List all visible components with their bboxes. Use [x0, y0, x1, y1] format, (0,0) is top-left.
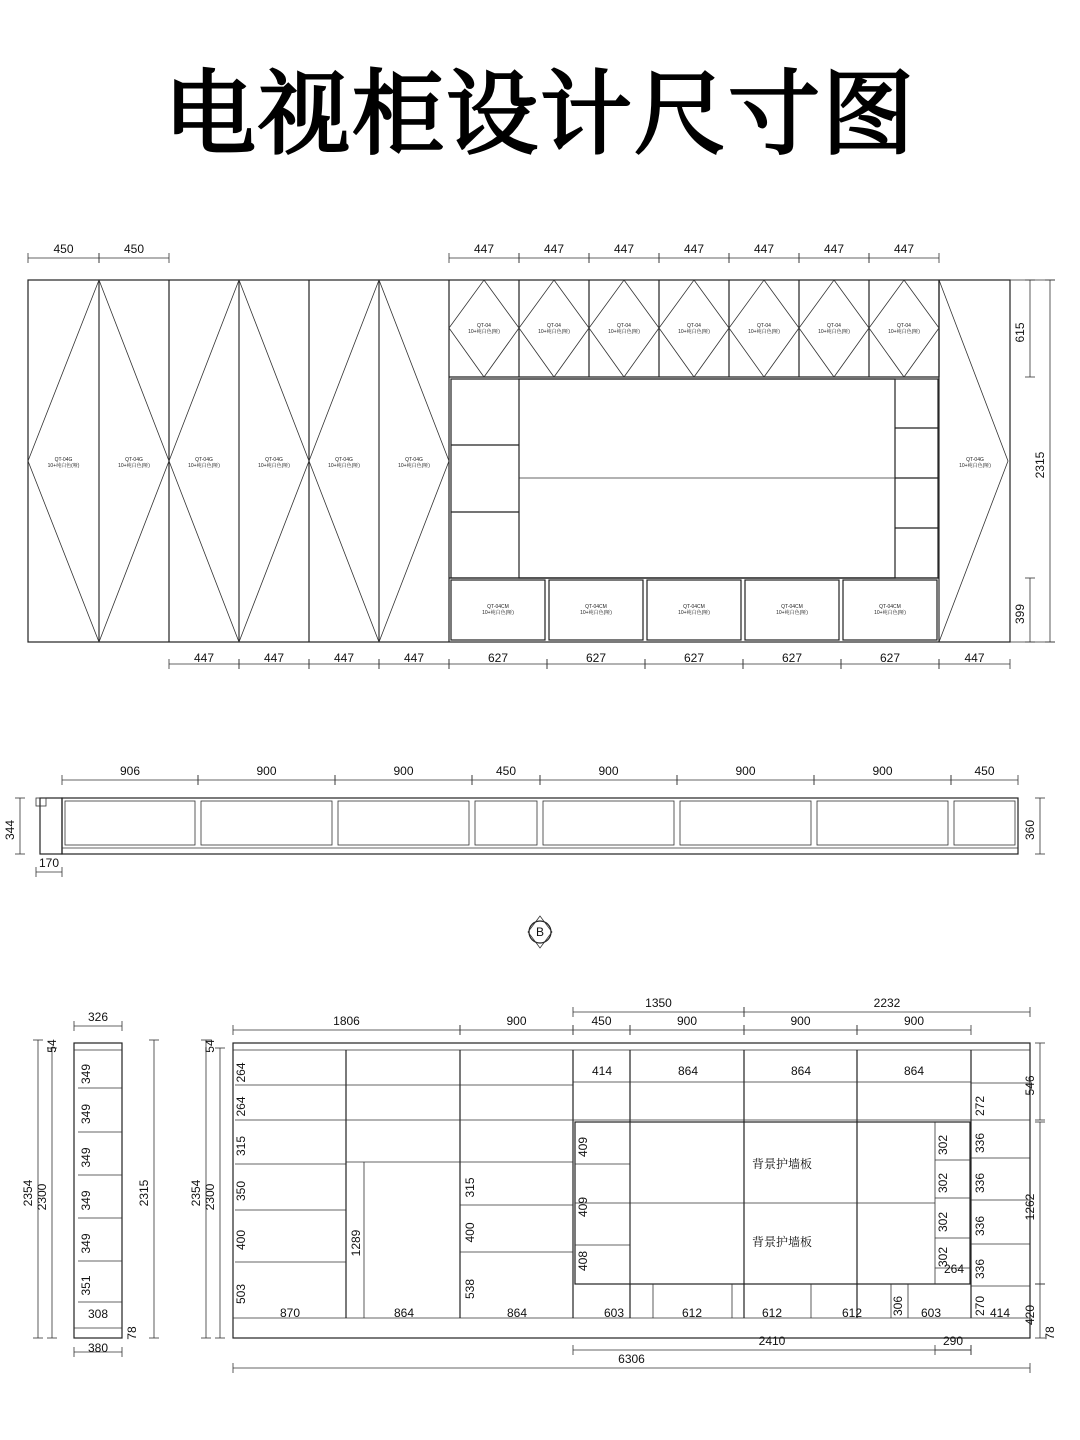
dim-label: 900: [903, 1014, 925, 1028]
dim-label: 447: [613, 242, 635, 256]
plan-module: [543, 801, 674, 845]
dim-label: 360: [1023, 819, 1037, 841]
dim-label: 450: [53, 242, 74, 256]
plan-module: [65, 801, 195, 845]
dim-label: 2354: [21, 1179, 35, 1207]
dim-label: 54: [45, 1039, 59, 1053]
dim-label: 336: [973, 1215, 987, 1237]
dim-label: 380: [87, 1341, 109, 1355]
dim-label: 326: [87, 1010, 109, 1024]
dim-label: 450: [123, 242, 145, 256]
dim-label: 264: [234, 1096, 248, 1117]
dim-label: 264: [943, 1262, 965, 1276]
dim-label: 538: [463, 1278, 477, 1300]
tv-niche: [519, 379, 895, 578]
dim-label: 6306: [618, 1352, 645, 1366]
dim-label: 78: [1043, 1326, 1057, 1340]
dim-label: 349: [79, 1063, 93, 1085]
dim-label: 2315: [1033, 451, 1047, 479]
dim-label: 900: [393, 764, 414, 778]
dim-label: 447: [964, 651, 985, 665]
dim-label: 870: [279, 1306, 301, 1320]
dim-label: 264: [234, 1062, 248, 1083]
dim-label: 400: [234, 1229, 248, 1251]
dim-label: 344: [3, 819, 17, 841]
dim-label: 450: [591, 1014, 612, 1028]
dim-label: 603: [603, 1306, 625, 1320]
dim-label: 2354: [189, 1179, 203, 1207]
dim-label: 315: [234, 1135, 248, 1157]
plan-outline: [62, 798, 1018, 854]
dim-label: 900: [598, 764, 619, 778]
door-note-top: QT-04 10+纯白色(哑): [818, 323, 850, 335]
door-note-tall: QT-04G 10+纯白色(哑): [959, 457, 991, 469]
dim-label: 1350: [645, 996, 672, 1010]
dim-label: 612: [681, 1306, 703, 1320]
dim-label: 2410: [758, 1334, 786, 1348]
dim-label: 906: [119, 764, 141, 778]
dim-label: 447: [333, 651, 355, 665]
dim-label: 447: [683, 242, 705, 256]
dim-label: 627: [585, 651, 607, 665]
dim-label: 308: [87, 1307, 109, 1321]
door-note-drawer: QT-04CM 10+纯白色(哑): [678, 604, 710, 616]
dim-label: 900: [872, 764, 893, 778]
plan-return: [40, 798, 62, 854]
dim-label: 447: [543, 242, 565, 256]
door-note-tall: QT-04G 10+纯白色(哑): [47, 457, 80, 469]
dim-label: 612: [841, 1306, 863, 1320]
dim-label: 306: [891, 1295, 905, 1317]
door-note-drawer: QT-04CM 10+纯白色(哑): [776, 604, 808, 616]
dim-label: 900: [506, 1014, 527, 1028]
dim-label: 302: [936, 1246, 950, 1268]
plan-module: [954, 801, 1015, 845]
dim-label: 864: [677, 1064, 699, 1078]
plan-module: [475, 801, 537, 845]
dim-label: 302: [936, 1211, 950, 1233]
plan-module: [817, 801, 948, 845]
dim-label: 900: [676, 1014, 698, 1028]
door-note-drawer: QT-04CM 10+纯白色(哑): [874, 604, 906, 616]
dim-label: 627: [879, 651, 901, 665]
door-note-top: QT-04 10+纯白色(哑): [538, 323, 570, 335]
tv-label: 背景护墙板: [751, 1235, 813, 1249]
dim-label: 864: [506, 1306, 528, 1320]
dim-label: 615: [1013, 322, 1027, 343]
dim-label: 272: [973, 1095, 987, 1117]
door-note-top: QT-04 10+纯白色(哑): [748, 323, 780, 335]
door-note-tall: QT-04G 10+纯白色(哑): [118, 457, 150, 469]
dim-label: 302: [936, 1134, 950, 1156]
dim-label: 351: [79, 1275, 93, 1296]
dim-label: 447: [263, 651, 285, 665]
door-note-tall: QT-04G 10+纯白色(哑): [328, 457, 360, 469]
dim-label: 503: [234, 1283, 248, 1305]
dim-label: 447: [753, 242, 775, 256]
page-title: 电视柜设计尺寸图: [163, 61, 916, 168]
dim-label: 627: [683, 651, 705, 665]
plan-module: [680, 801, 811, 845]
dim-label: 447: [893, 242, 915, 256]
dim-label: 420: [1023, 1304, 1037, 1326]
dim-label: 349: [79, 1147, 93, 1168]
dim-label: 78: [125, 1326, 139, 1340]
dim-label: 2300: [35, 1183, 49, 1211]
tv-frame: [451, 379, 938, 578]
dim-label: 349: [79, 1190, 93, 1211]
dim-label: 447: [403, 651, 425, 665]
plan-module: [338, 801, 469, 845]
dim-label: 546: [1023, 1075, 1037, 1096]
dim-label: 627: [781, 651, 803, 665]
dim-label: 336: [973, 1172, 987, 1194]
dim-label: 399: [1013, 603, 1027, 625]
dim-label: 864: [903, 1064, 925, 1078]
dim-label: 864: [393, 1306, 415, 1320]
dim-label: 447: [823, 242, 845, 256]
dim-label: 414: [591, 1064, 613, 1078]
dim-label: 400: [463, 1222, 477, 1243]
dim-label: 349: [79, 1103, 93, 1125]
door-note-top: QT-04 10+纯白色(哑): [468, 323, 500, 335]
door-note-top: QT-04 10+纯白色(哑): [608, 323, 640, 335]
door-note-tall: QT-04G 10+纯白色(哑): [398, 457, 430, 469]
door-note-drawer: QT-04CM 10+纯白色(哑): [482, 604, 514, 616]
dim-label: 1806: [333, 1014, 360, 1028]
dim-label: 2232: [873, 996, 901, 1010]
dim-label: 450: [495, 764, 517, 778]
dim-label: 349: [79, 1233, 93, 1254]
dim-label: 302: [936, 1172, 950, 1194]
dim-label: 450: [974, 764, 995, 778]
dim-label: 409: [576, 1196, 590, 1218]
dim-label: 2315: [137, 1179, 151, 1207]
inner-frame: [233, 1043, 1030, 1338]
dim-label: 409: [576, 1136, 590, 1158]
dim-label: 900: [735, 764, 756, 778]
dim-label: 350: [234, 1180, 248, 1202]
dim-label: 336: [973, 1132, 987, 1154]
door-note-top: QT-04 10+纯白色(哑): [888, 323, 920, 335]
dim-label: 1289: [349, 1229, 363, 1257]
door-note-drawer: QT-04CM 10+纯白色(哑): [580, 604, 612, 616]
dim-label: 447: [473, 242, 495, 256]
dim-label: 864: [790, 1064, 812, 1078]
section-marker-label: B: [535, 925, 545, 939]
door-note-tall: QT-04G 10+纯白色(哑): [188, 457, 220, 469]
door-note-top: QT-04 10+纯白色(哑): [678, 323, 710, 335]
dim-label: 612: [761, 1306, 783, 1320]
dim-label: 2300: [203, 1183, 217, 1211]
dim-label: 336: [973, 1258, 987, 1280]
dim-label: 270: [973, 1295, 987, 1317]
dim-label: 408: [576, 1250, 590, 1272]
dim-label: 1262: [1023, 1193, 1037, 1221]
dim-label: 315: [463, 1177, 477, 1198]
dim-label: 900: [256, 764, 277, 778]
dim-label: 603: [920, 1306, 942, 1320]
dim-label: 900: [790, 1014, 811, 1028]
dim-label: 170: [38, 856, 60, 870]
plan-module: [201, 801, 332, 845]
dim-label: 627: [487, 651, 509, 665]
tv-label: 背景护墙板: [751, 1157, 813, 1171]
door-note-tall: QT-04G 10+纯白色(哑): [258, 457, 290, 469]
plan-corner: [36, 798, 46, 806]
dim-label: 290: [942, 1334, 964, 1348]
dim-label: 447: [193, 651, 215, 665]
dim-label: 414: [989, 1306, 1011, 1320]
dim-label: 54: [203, 1039, 217, 1053]
